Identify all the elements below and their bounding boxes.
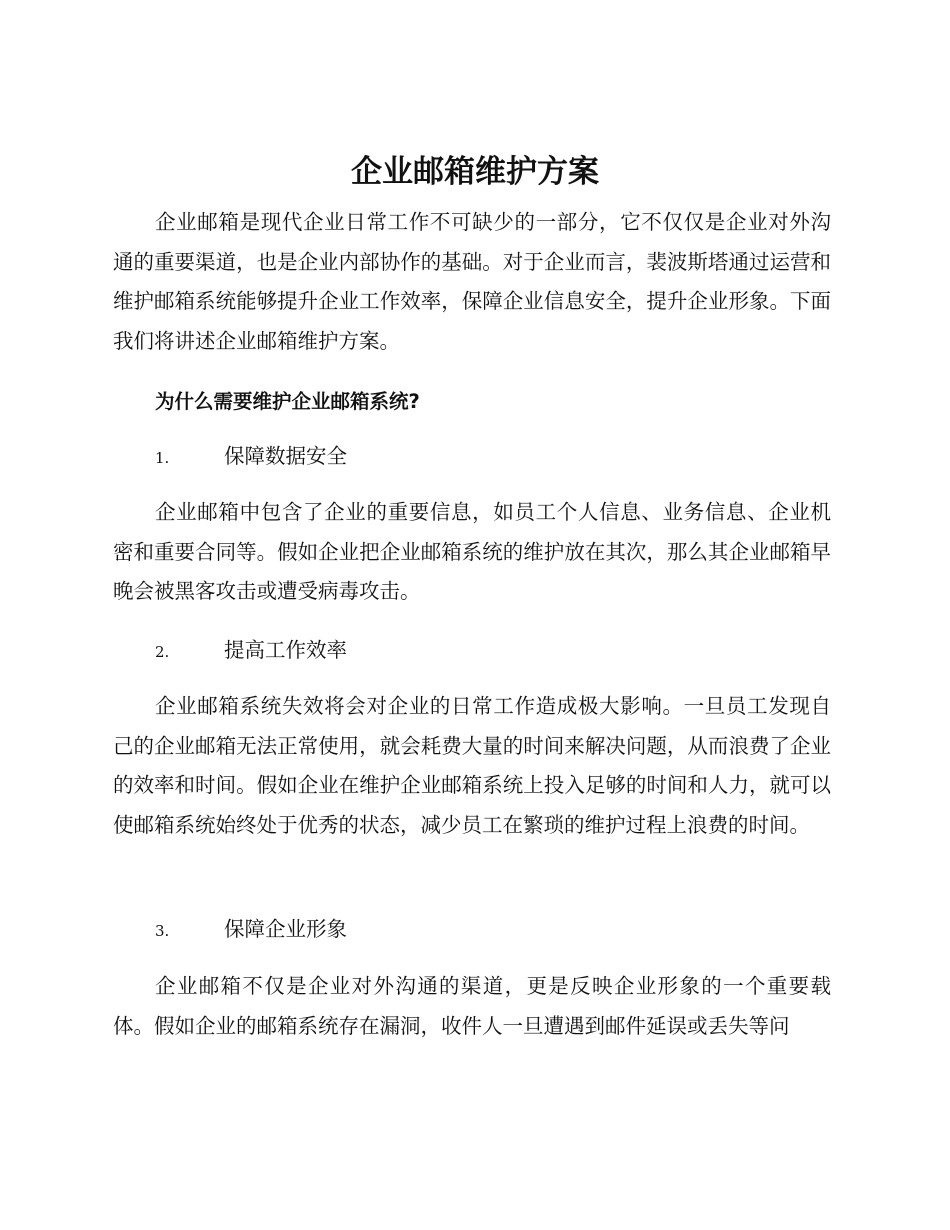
list-item-label: 保障数据安全 [224,444,347,468]
item-2-paragraph: 企业邮箱系统失效将会对企业的日常工作造成极大影响。一旦员工发现自己的企业邮箱无法正常使用，就会耗费大量的时间来解决问题，从而浪费了企业的效率和时间。假如企业在维护企业邮箱系统上投入足够的时间和人力，就可以使邮箱系统始终处于优秀的状态，减少员工在繁琐的维护过程上浪费的时间。 [113,694,831,837]
list-item-3 [155,914,347,946]
item-3-paragraph: 企业邮箱不仅是企业对外沟通的渠道，更是反映企业形象的一个重要载体。假如企业的邮箱系统存在漏洞，收件人一旦遭遇到邮件延误或丢失等问 [113,974,831,1038]
intro-paragraph: 企业邮箱是现代企业日常工作不可缺少的一部分，它不仅仅是企业对外沟通的重要渠道，也是企业内部协作的基础。对于企业而言，裴波斯塔通过运营和维护邮箱系统能够提升企业工作效率，保障企业信息安全，提升企业形象。下面我们将讲述企业邮箱维护方案。 [113,210,831,353]
item-1-paragraph: 企业邮箱中包含了企业的重要信息，如员工个人信息、业务信息、企业机密和重要合同等。假如企业把企业邮箱系统的维护放在其次，那么其企业邮箱早晚会被黑客攻击或遭受病毒攻击。 [113,500,831,603]
list-number: 2. [155,643,170,661]
document-title: 企业邮箱维护方案 [351,154,599,190]
list-item-label: 保障企业形象 [224,917,347,941]
list-number: 3. [155,922,170,940]
list-number: 1. [155,449,170,467]
section-heading: 为什么需要维护企业邮箱系统? [155,390,420,413]
list-item-label: 提高工作效率 [224,638,347,662]
list-item-1 [155,441,347,473]
list-item-2 [155,635,347,667]
